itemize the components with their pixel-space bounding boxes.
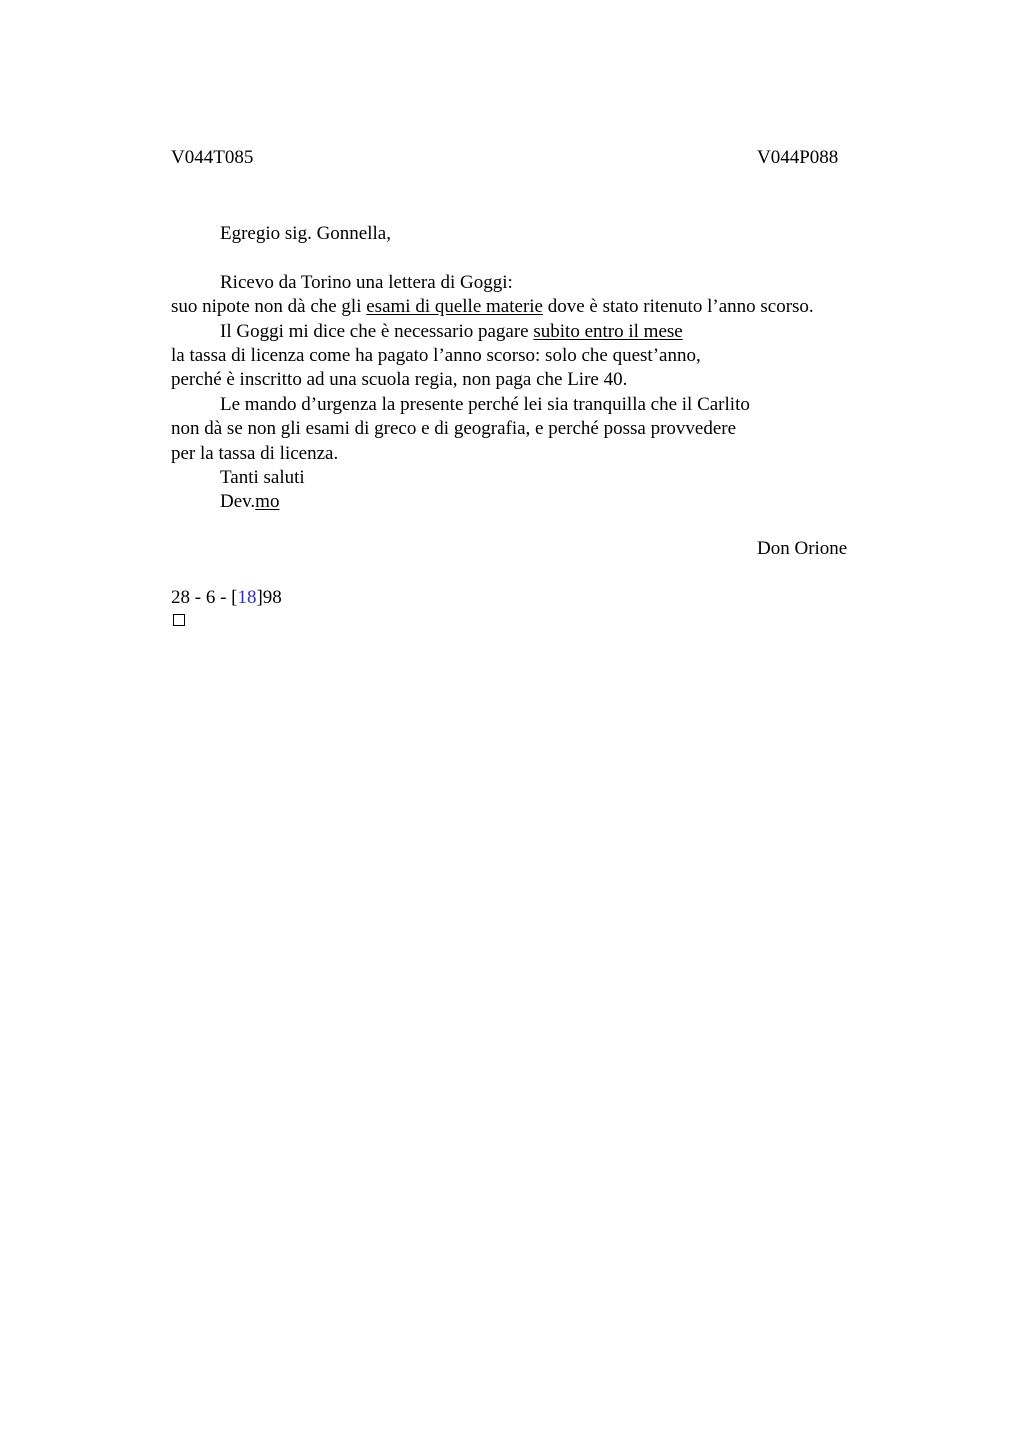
letter-closing: Tanti saluti	[220, 467, 305, 489]
text-segment: suo nipote non dà che gli	[171, 296, 367, 318]
text-segment: Dev.	[220, 491, 256, 513]
letter-date	[171, 587, 282, 609]
date-segment: 28 - 6 - [	[171, 587, 238, 608]
paragraph-1-line-2	[171, 295, 891, 319]
letter-body	[171, 222, 891, 515]
paragraph-3-line-3: per la tassa di licenza.	[171, 442, 339, 464]
letter-greeting: Egregio sig. Gonnella,	[220, 223, 391, 244]
editorial-insert: 18	[237, 587, 257, 608]
page-reference-right: V044P088	[757, 147, 839, 168]
date-segment: ]98	[256, 587, 282, 608]
paragraph-1-line-1: Ricevo da Torino una lettera di Goggi:	[220, 271, 513, 293]
paragraph-2-line-1	[171, 320, 891, 344]
square-box-icon	[173, 614, 185, 626]
document-reference-left: V044T085	[171, 147, 254, 168]
paragraph-3-line-1: Le mando d’urgenza la presente perché lei sia tranquilla che il Carlito	[220, 393, 750, 415]
text-segment: Il Goggi mi dice che è necessario pagare	[220, 320, 534, 342]
underlined-phrase: esami di quelle materie	[366, 296, 543, 318]
letter-signature: Don Orione	[757, 538, 848, 559]
text-segment: dove è stato ritenuto l’anno scorso.	[542, 296, 814, 318]
underlined-abbreviation: mo	[255, 491, 280, 513]
paragraph-2-line-2: la tassa di licenza come ha pagato l’anno scorso: solo che quest’anno,	[171, 345, 701, 367]
paragraph-3-line-2: non dà se non gli esami di greco e di geografia, e perché possa provvedere	[171, 418, 737, 440]
paragraph-2-line-3: perché è inscritto ad una scuola regia, non paga che Lire 40.	[171, 369, 628, 391]
letter-devotion	[171, 490, 891, 514]
paragraph-gap	[171, 246, 891, 270]
underlined-phrase: subito entro il mese	[533, 320, 683, 342]
